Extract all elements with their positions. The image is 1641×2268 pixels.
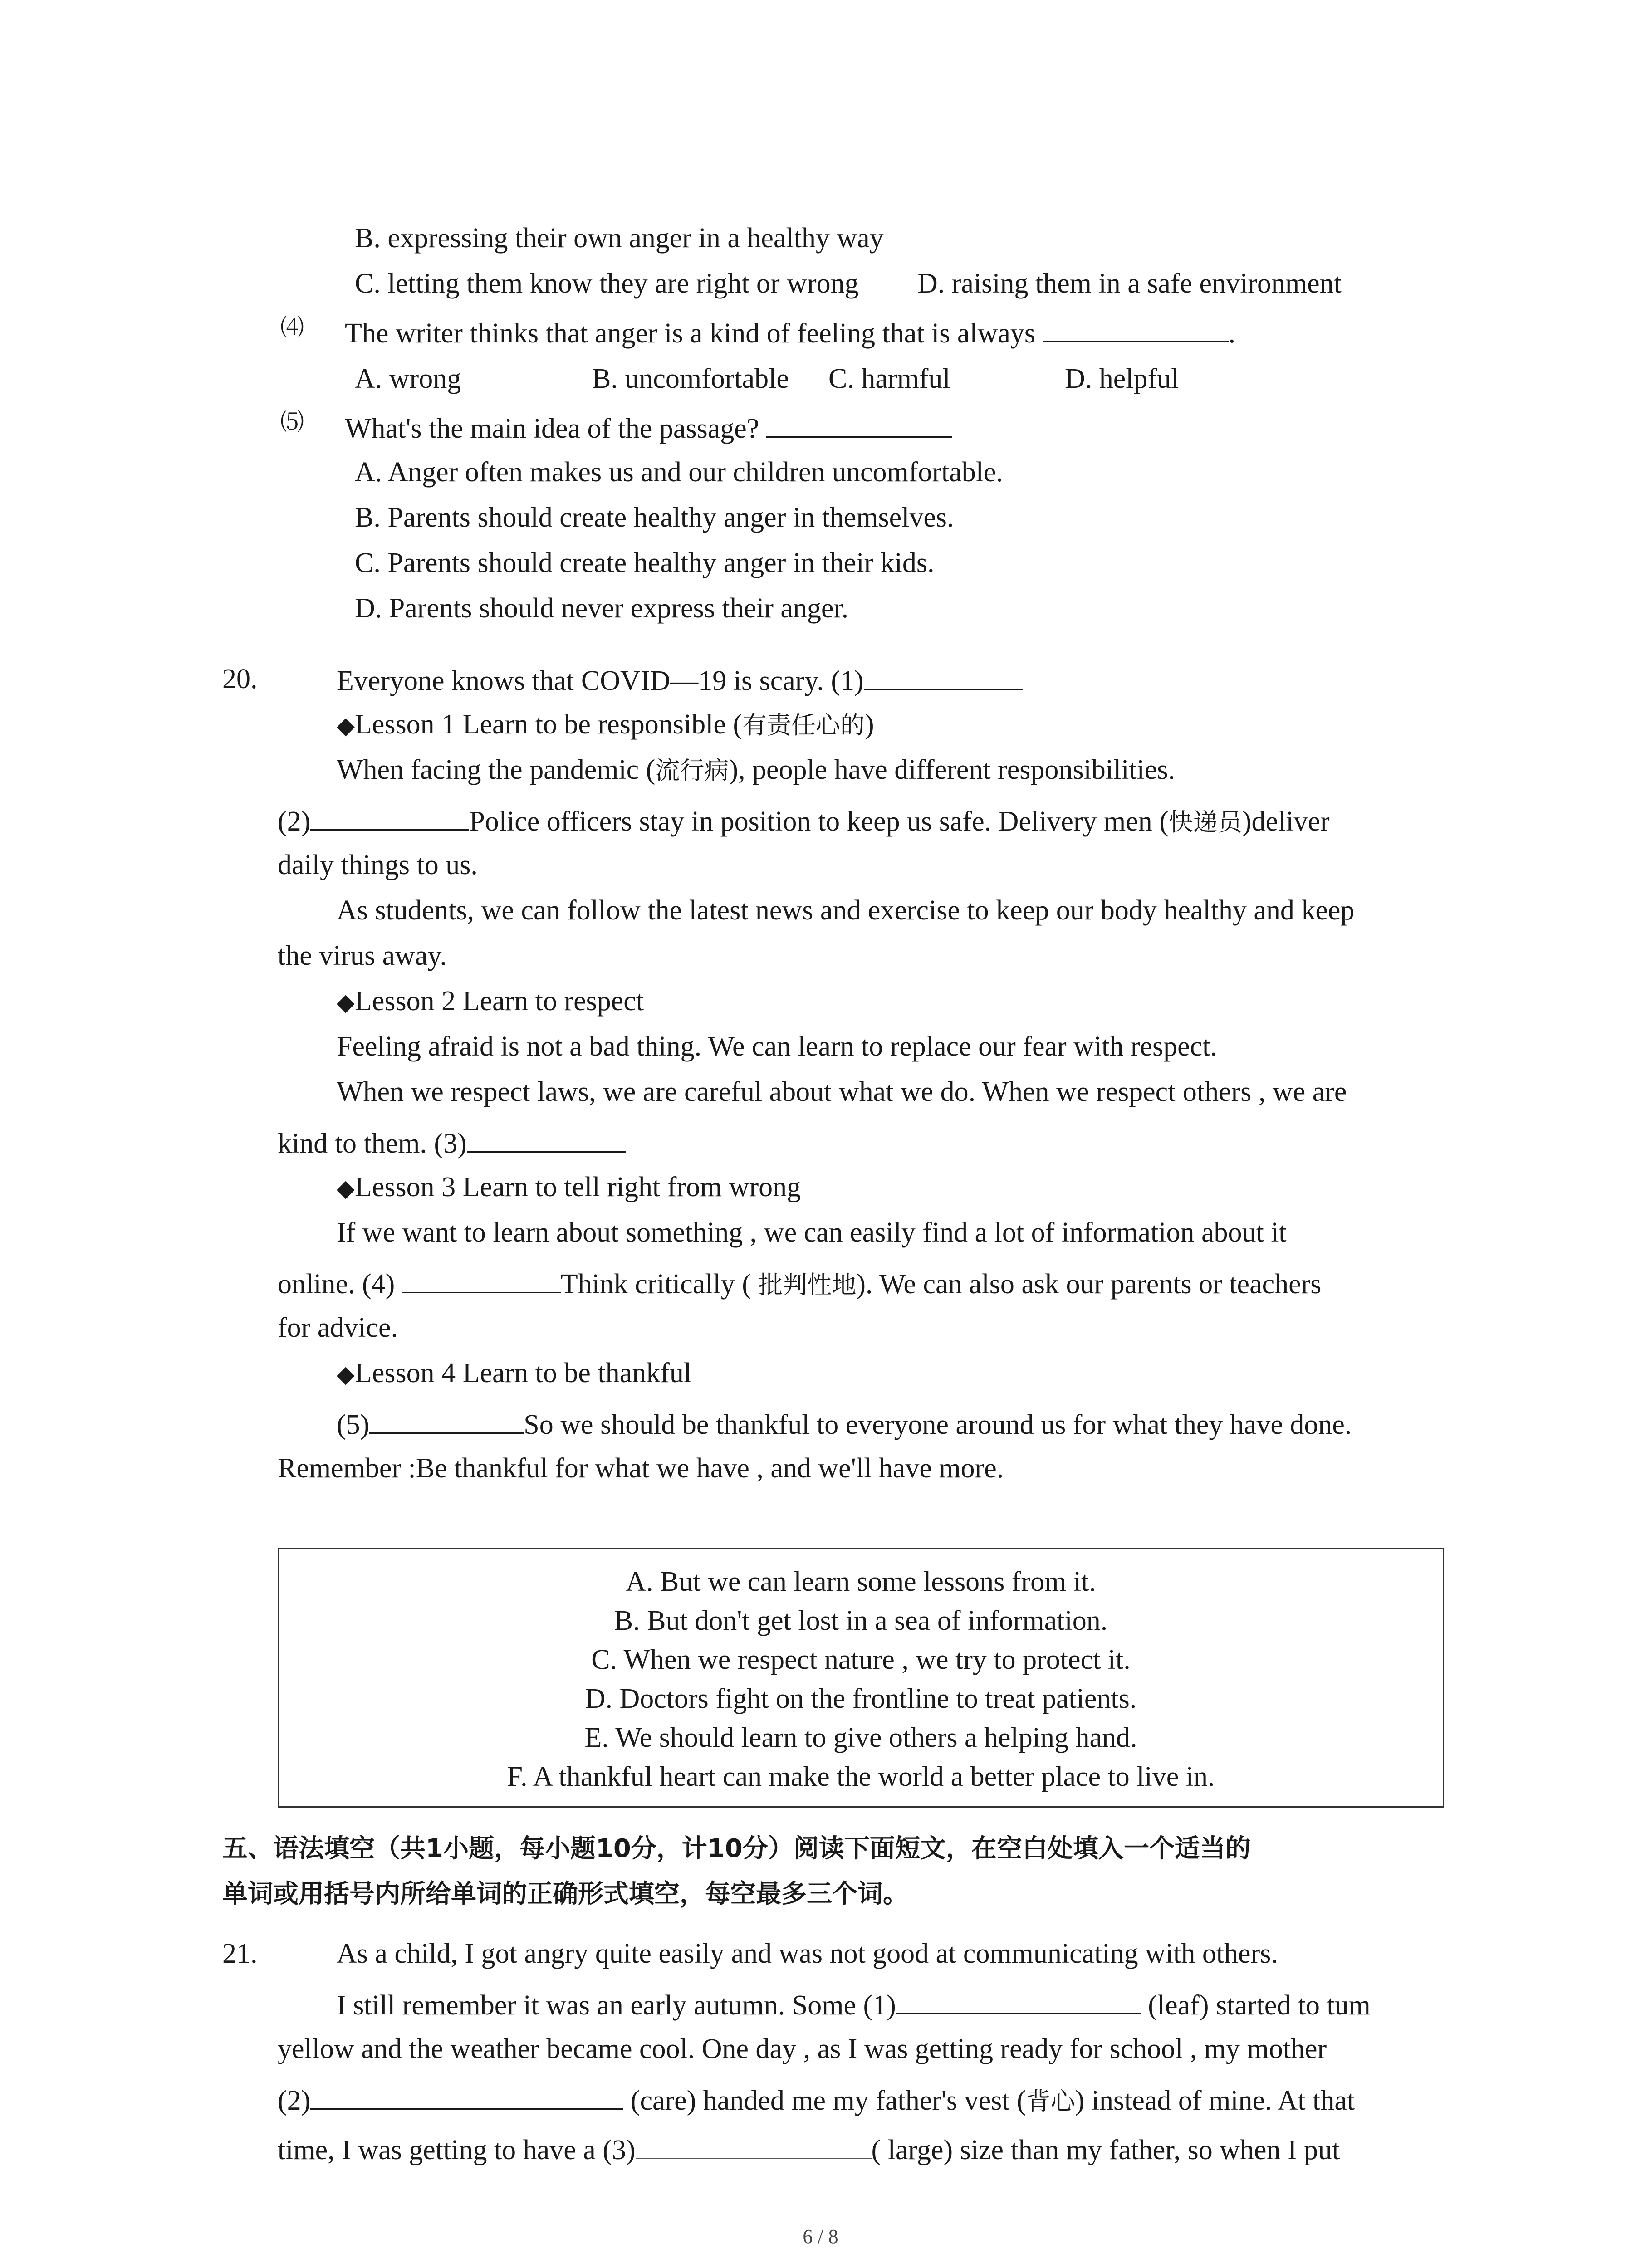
q4-stem-period: .: [1228, 318, 1236, 349]
q21-blank-3[interactable]: [636, 2135, 872, 2159]
q5-number: ⑸: [280, 410, 304, 435]
q4-number: ⑷: [280, 315, 304, 341]
section5-heading-line-1: 五、语法填空（共1小题，每小题10分，计10分）阅读下面短文，在空白处填入一个适当的: [222, 1834, 1251, 1863]
q21-line5-before: time, I was getting to have a (3): [278, 2135, 636, 2165]
q20-option: D. Doctors fight on the frontline to treat patients.: [585, 1683, 1137, 1714]
q21-line-2: [337, 1989, 1371, 2019]
p6-line2-after: Think critically (: [560, 1269, 759, 1300]
p7-number: (5): [337, 1409, 370, 1440]
q5-answer-blank[interactable]: [766, 413, 952, 438]
q20-paragraph-2-line-2: daily things to us.: [278, 850, 478, 880]
page-number: 6 / 8: [803, 2225, 838, 2248]
lesson3-heading: [337, 1173, 801, 1201]
lesson4-heading: [337, 1359, 691, 1387]
q20-option: F. A thankful heart can make the world a better place to live in.: [507, 1761, 1215, 1792]
p5-line2-text: kind to them. (3): [278, 1128, 467, 1159]
p2-text-end: )deliver: [1242, 806, 1330, 837]
q5-option-d: D. Parents should never express their anger.: [355, 593, 849, 624]
q21-line-3: yellow and the weather became cool. One day , as I was getting ready for school , my mother: [278, 2033, 1327, 2064]
q21-blank-2[interactable]: [310, 2085, 623, 2110]
q20-option: E. We should learn to give others a helping hand.: [584, 1722, 1137, 1753]
q20-blank-3[interactable]: [467, 1128, 626, 1153]
q20-option: C. When we respect nature , we try to protect it.: [591, 1644, 1131, 1675]
diamond-bullet-icon: ◆: [337, 1361, 355, 1388]
q5-stem: [345, 413, 952, 443]
p6-chinese-gloss: 批判性地: [758, 1271, 857, 1299]
q20-paragraph-6-line-3: for advice.: [278, 1312, 398, 1343]
q20-paragraph-2: [278, 806, 1330, 836]
q5-option-a: A. Anger often makes us and our children uncomfortable.: [355, 457, 1004, 488]
q21-line2-before: I still remember it was an early autumn. Some (1): [337, 1990, 896, 2021]
q20-blank-1[interactable]: [864, 665, 1023, 690]
q21-chinese-gloss: 背心: [1026, 2087, 1075, 2116]
p2-text: Police officers stay in position to keep us safe. Delivery men (: [469, 806, 1169, 837]
q4-option-d: D. helpful: [1065, 363, 1179, 394]
q20-paragraph-7: [337, 1409, 1352, 1439]
q20-paragraph-7-line-2: Remember :Be thankful for what we have , and we'll have more.: [278, 1453, 1004, 1484]
p1-text-after: ), people have different responsibilities.: [729, 754, 1176, 785]
lesson1-heading: [337, 710, 874, 738]
p1-chinese-gloss: 流行病: [655, 756, 729, 785]
q20-paragraph-3: As students, we can follow the latest news and exercise to keep our body healthy and keep: [337, 895, 1355, 926]
q21-line4-after: (care) handed me my father's vest (: [623, 2085, 1026, 2116]
q21-line4-number: (2): [278, 2085, 311, 2116]
q20-paragraph-6: If we want to learn about something , we can easily find a lot of information about it: [337, 1217, 1287, 1248]
lesson4-title: Lesson 4 Learn to be thankful: [355, 1358, 692, 1388]
lesson1-close-paren: ): [864, 709, 874, 740]
lesson3-title: Lesson 3 Learn to tell right from wrong: [355, 1172, 801, 1202]
q20-paragraph-1: [337, 756, 1175, 784]
q4-stem-text: The writer thinks that anger is a kind of feeling that is always: [345, 318, 1036, 349]
q21-line2-after: (leaf) started to tum: [1141, 1990, 1371, 2021]
q20-blank-5[interactable]: [369, 1409, 524, 1434]
q4-option-b: B. uncomfortable: [592, 363, 789, 394]
p1-text-before: When facing the pandemic (: [337, 754, 656, 785]
diamond-bullet-icon: ◆: [337, 1175, 355, 1202]
diamond-bullet-icon: ◆: [337, 989, 355, 1016]
q4-option-a: A. wrong: [355, 363, 461, 394]
q20-paragraph-5-line-2: [278, 1128, 626, 1158]
q20-paragraph-6-line-2: [278, 1268, 1321, 1298]
lesson1-chinese-gloss: 有责任心的: [742, 711, 865, 739]
lesson2-heading: [337, 987, 644, 1015]
p6-line2-end: ). We can also ask our parents or teachers: [856, 1269, 1322, 1300]
q20-blank-4[interactable]: [402, 1268, 561, 1293]
section5-heading-line-2: 单词或用括号内所给单词的正确形式填空，每空最多三个词。: [222, 1879, 908, 1909]
lesson1-title: Lesson 1 Learn to be responsible (: [355, 709, 742, 740]
q20-paragraph-5: When we respect laws, we are careful about what we do. When we respect others , we are: [337, 1076, 1347, 1107]
q5-option-b: B. Parents should create healthy anger in themselves.: [355, 502, 954, 533]
q21-line4-end: ) instead of mine. At that: [1075, 2085, 1355, 2116]
q21-number: 21.: [222, 1938, 258, 1969]
q20-number: 20.: [222, 664, 258, 694]
q21-line5-after: ( large) size than my father, so when I put: [871, 2135, 1340, 2165]
q21-line-4: [278, 2085, 1355, 2115]
q4-stem: [345, 318, 1235, 347]
q21-line-1: As a child, I got angry quite easily and was not good at communicating with others.: [337, 1938, 1278, 1969]
p6-line2-before: online. (4): [278, 1269, 395, 1300]
q20-intro-text: Everyone knows that COVID—19 is scary. (1): [337, 665, 864, 696]
q20-paragraph-3-line-2: the virus away.: [278, 940, 447, 971]
q20-blank-2[interactable]: [310, 806, 469, 831]
q20-option: B. But don't get lost in a sea of information.: [614, 1605, 1108, 1636]
p2-chinese-gloss: 快递员: [1168, 808, 1242, 836]
p7-text: So we should be thankful to everyone around us for what they have done.: [524, 1409, 1352, 1440]
q21-line-5: [278, 2135, 1340, 2164]
q20-intro: [337, 665, 1023, 695]
q4-option-c: C. harmful: [828, 363, 950, 394]
q20-option: A. But we can learn some lessons from it.: [626, 1566, 1096, 1597]
p2-number: (2): [278, 806, 311, 837]
q3-option-d: D. raising them in a safe environment: [917, 268, 1342, 299]
lesson2-title: Lesson 2 Learn to respect: [355, 986, 644, 1017]
q4-answer-blank[interactable]: [1043, 318, 1229, 342]
q20-paragraph-4: Feeling afraid is not a bad thing. We can learn to replace our fear with respect.: [337, 1031, 1217, 1062]
diamond-bullet-icon: ◆: [337, 712, 355, 739]
q21-blank-1[interactable]: [896, 1989, 1141, 2014]
q3-option-c: C. letting them know they are right or wrong: [355, 268, 859, 299]
q3-option-b: B. expressing their own anger in a healthy way: [355, 223, 884, 254]
q5-stem-text: What's the main idea of the passage?: [345, 413, 759, 444]
q20-options-box: [278, 1548, 1444, 1808]
q5-option-c: C. Parents should create healthy anger in their kids.: [355, 547, 935, 578]
